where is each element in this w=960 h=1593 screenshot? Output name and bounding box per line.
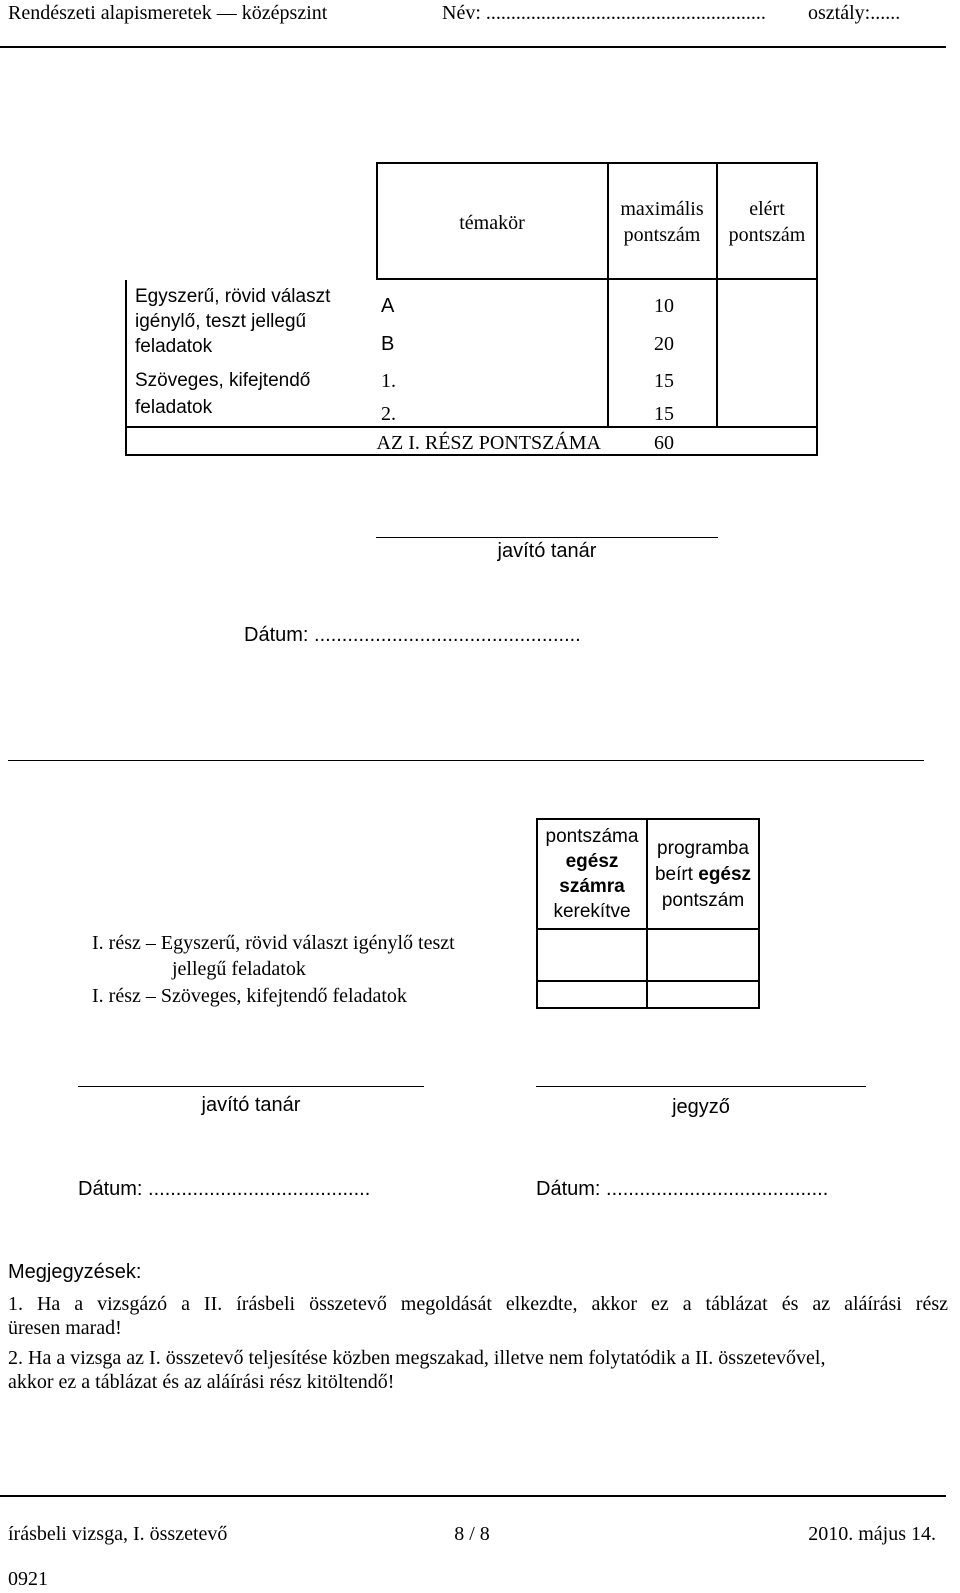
- table1-body-divider-achieved: [716, 280, 718, 426]
- table2-row1-line1: I. rész – Egyszerű, rövid választ igénylő teszt: [92, 932, 455, 954]
- group2-line1: Szöveges, kifejtendő: [135, 370, 311, 391]
- note-1: [8, 1292, 948, 1340]
- table2-col-entered: [648, 836, 758, 914]
- signature1-label: javító tanár: [497, 540, 597, 562]
- table1-group1-label: [135, 286, 375, 358]
- note-2-line2: akkor ez a táblázat és az aláírási rész kitöltendő!: [8, 1371, 395, 1393]
- signature-block-2: [0, 1080, 960, 1210]
- notes-title: Megjegyzések:: [8, 1261, 142, 1283]
- signature2-right-line: [536, 1086, 866, 1087]
- footer-rule: [0, 1495, 946, 1497]
- signature2-left-line: [78, 1086, 424, 1087]
- table1-total-value: 60: [654, 432, 674, 454]
- entered-line1: programba: [657, 838, 749, 859]
- rounded-line4: kerekítve: [553, 901, 631, 922]
- row-max-1: 15: [654, 370, 674, 392]
- signature1-date: Dátum: ................................................: [244, 624, 581, 646]
- table1-col-max-line2: pontszám: [623, 224, 701, 246]
- table1-col-achieved-line1: elért: [749, 198, 785, 220]
- table1-col-achieved-line2: pontszám: [728, 224, 806, 246]
- row-max-a: 10: [654, 295, 674, 317]
- notes-section: [8, 1260, 948, 1430]
- note-2: [8, 1346, 948, 1394]
- entered-word-egesz: egész: [698, 864, 752, 885]
- table1-col-topic: témakör: [459, 212, 525, 234]
- table2-row-divider: [536, 928, 760, 930]
- table1-total-label: AZ I. RÉSZ PONTSZÁMA: [376, 432, 601, 454]
- table1-group2-label: [135, 370, 375, 419]
- note-1-line2: üresen marad!: [8, 1317, 122, 1339]
- entered-line2: [648, 862, 758, 888]
- row-topic-1: 1.: [381, 370, 396, 392]
- entered-line3: pontszám: [661, 890, 745, 911]
- score-table-part2: [0, 800, 960, 1020]
- header-name-label: Név: ........................................................: [442, 2, 766, 24]
- note-2-line1: 2. Ha a vizsga az I. összetevő teljesítése közben megszakad, illetve nem folytatódik a II. összetevővel,: [8, 1347, 826, 1369]
- rounded-line2: egész: [565, 851, 619, 872]
- header-class-label: osztály:......: [808, 2, 901, 24]
- row-topic-a: A: [381, 295, 395, 317]
- table2-col-rounded: [538, 824, 646, 924]
- rounded-line1: pontszáma: [545, 826, 639, 847]
- signature2-right-date: Dátum: ........................................: [536, 1178, 829, 1200]
- signature2-left-label: javító tanár: [201, 1094, 301, 1116]
- table2-row-divider-2: [536, 980, 760, 982]
- header-title: Rendészeti alapismeretek — középszint: [8, 2, 328, 24]
- rounded-line3: számra: [559, 876, 625, 897]
- signature-block-1: [0, 520, 960, 650]
- footer-left: írásbeli vizsga, I. összetevő: [8, 1523, 228, 1545]
- footer-date: 2010. május 14.: [808, 1523, 936, 1545]
- entered-word-beirt: beírt: [654, 864, 693, 885]
- table2-row1-label: [92, 930, 532, 982]
- footer-code: 0921: [8, 1568, 48, 1590]
- section-divider: [8, 760, 924, 761]
- group1-line1: Egyszerű, rövid választ: [135, 286, 331, 307]
- footer-page: 8 / 8: [454, 1523, 490, 1545]
- signature1-line: [376, 537, 718, 538]
- group1-line2: igénylő, teszt jellegű: [135, 311, 307, 332]
- row-max-b: 20: [654, 333, 674, 355]
- group1-line3: feladatok: [135, 336, 213, 357]
- table2-row2-label: I. rész – Szöveges, kifejtendő feladatok: [92, 985, 407, 1007]
- row-topic-b: B: [381, 333, 395, 355]
- note-1-line1: 1. Ha a vizsgázó a II. írásbeli összetevő megoldását elkezdte, akkor ez a táblázat és az aláírási rész: [8, 1293, 948, 1315]
- row-topic-2: 2.: [381, 403, 396, 425]
- table2-row1-line2: jellegű feladatok: [172, 958, 306, 980]
- group2-line2: feladatok: [135, 397, 213, 418]
- table1-total-rule: [125, 426, 818, 428]
- table1-col-max-line1: maximális: [620, 198, 704, 220]
- table1-col-achieved: [718, 198, 816, 246]
- row-max-2: 15: [654, 403, 674, 425]
- page-footer: [0, 1495, 960, 1593]
- score-table-part1: [0, 0, 960, 470]
- table1-col-max: [609, 198, 715, 246]
- signature2-left-date: Dátum: ........................................: [78, 1178, 371, 1200]
- signature2-right-label: jegyző: [672, 1096, 730, 1118]
